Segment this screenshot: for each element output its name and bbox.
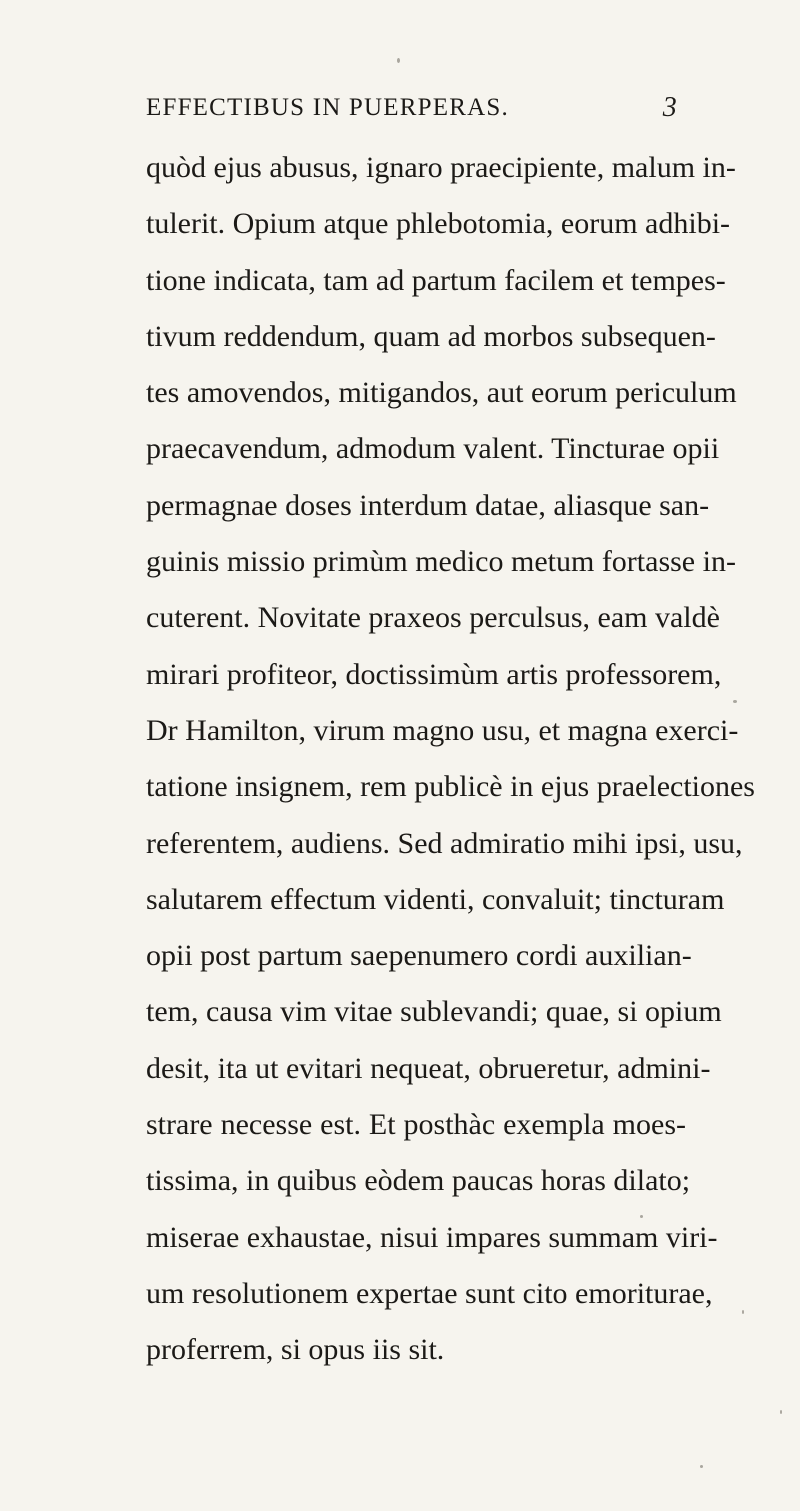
text-line: proferrem, si opus iis sit. [146, 1333, 445, 1367]
text-line: tissima, in quibus eòdem paucas horas dilato; [146, 1164, 691, 1198]
text-line: tulerit. Opium atque phlebotomia, eorum adhibi- [146, 207, 731, 241]
body-text [146, 140, 755, 1379]
text-line: miserae exhaustae, nisui impares summam viri- [146, 1220, 718, 1254]
text-line: Dr Hamilton, virum magno usu, et magna exerci- [146, 713, 739, 747]
text-line: praecavendum, admodum valent. Tincturae opii [146, 432, 720, 466]
text-line: tione indicata, tam ad partum facilem et tempes- [146, 263, 726, 297]
text-line: referentem, audiens. Sed admiratio mihi ipsi, usu, [146, 826, 743, 860]
text-line: cuterent. Novitate praxeos perculsus, eam valdè [146, 601, 720, 635]
text-line: guinis missio primùm medico metum fortasse in- [146, 545, 736, 579]
text-line: salutarem effectum videnti, convaluit; tincturam [146, 882, 725, 916]
text-line: opii post partum saepenumero cordi auxilian- [146, 939, 692, 973]
text-line: tivum reddendum, quam ad morbos subsequen- [146, 319, 716, 353]
running-head [146, 94, 678, 134]
text-line: tem, causa vim vitae sublevandi; quae, si opium [146, 995, 722, 1029]
page-number: 3 [662, 92, 678, 123]
text-line: strare necesse est. Et posthàc exempla moes- [146, 1108, 686, 1142]
text-line: desit, ita ut evitari nequeat, obrueretur, admini- [146, 1051, 711, 1085]
text-line: tatione insignem, rem publicè in ejus praelectiones [146, 770, 755, 804]
paper-speck [640, 1215, 643, 1218]
paper-speck [700, 1465, 703, 1468]
paper-speck [733, 700, 737, 703]
paper-speck [742, 1310, 744, 1314]
paper-speck [780, 1410, 782, 1414]
text-line: permagnae doses interdum datae, aliasque san- [146, 488, 710, 522]
running-title: EFFECTIBUS IN PUERPERAS. [146, 94, 509, 121]
text-line: um resolutionem expertae sunt cito emoriturae, [146, 1276, 713, 1310]
paper-speck [397, 58, 400, 63]
text-line: tes amovendos, mitigandos, aut eorum periculum [146, 376, 737, 410]
text-line: mirari profiteor, doctissimùm artis professorem, [146, 657, 722, 691]
text-line: quòd ejus abusus, ignaro praecipiente, malum in- [146, 151, 736, 184]
